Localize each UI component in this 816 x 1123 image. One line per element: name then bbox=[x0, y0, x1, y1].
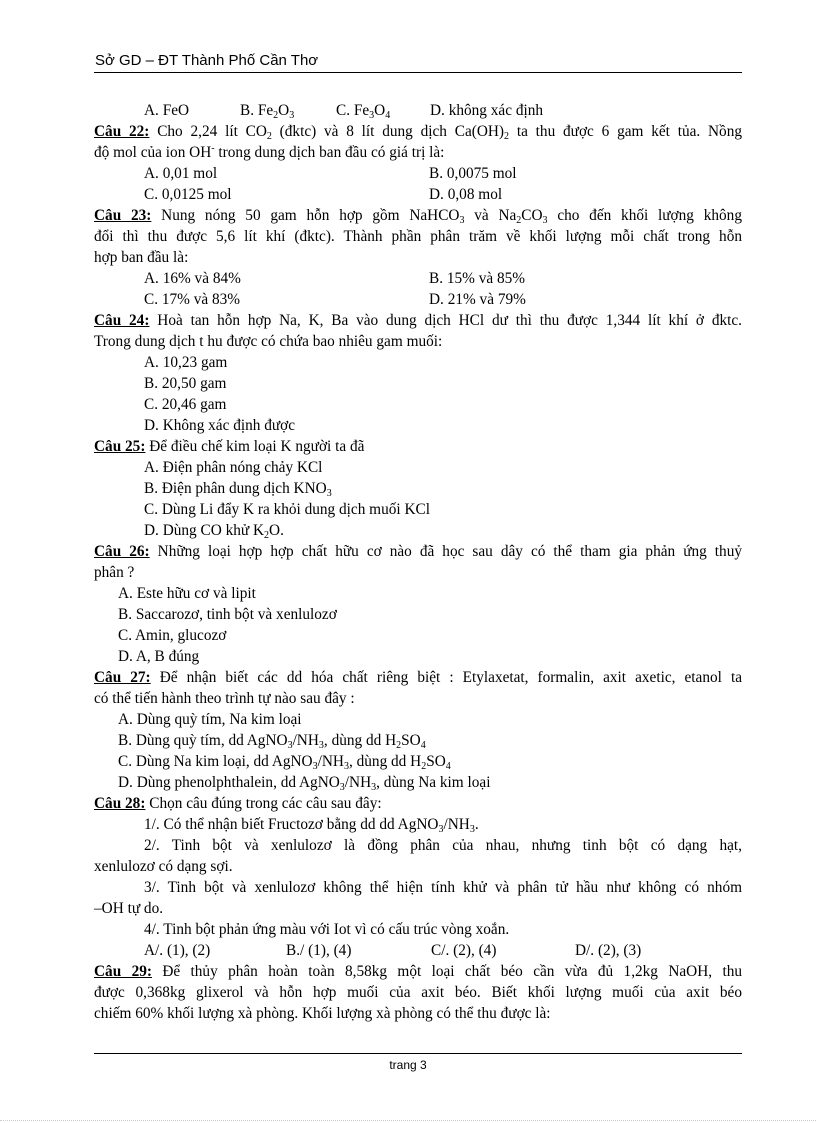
q23-text-line1: Câu 23: Nung nóng 50 gam hỗn hợp gồm NaHCO$_3$ và $Na_2CO_3$ cho đến khối lượng không bbox=[94, 207, 742, 226]
q27-option-d: D. Dùng phenolphthalein, dd $AgNO_3/NH_3$, dùng Na kim loại bbox=[118, 774, 491, 793]
q27-label: Câu 27: bbox=[94, 669, 151, 686]
q23-options-ab bbox=[94, 268, 742, 289]
q22-text-line1: Câu 22: Cho 2,24 lít $CO_2$ (đktc) và 8 lít dung dịch $Ca(OH)_2$ ta thu được 6 gam kết tủa. Nồng bbox=[94, 123, 742, 142]
q22-option-a: A. 0,01 mol bbox=[144, 165, 218, 182]
q22-label: Câu 22: bbox=[94, 123, 150, 140]
q22-option-b: B. 0,0075 mol bbox=[429, 165, 517, 182]
q27-option-c: C. Dùng Na kim loại, dd $AgNO_3/NH_3$, dùng dd $H_2SO_4$ bbox=[118, 753, 451, 772]
q24-option-c: C. 20,46 gam bbox=[144, 396, 227, 413]
q24-option-d: D. Không xác định được bbox=[144, 417, 296, 434]
q25-option-b: B. Điện phân dung dịch $KNO_3$ bbox=[144, 480, 332, 499]
q21-options bbox=[94, 100, 742, 121]
q25-option-a: A. Điện phân nóng chảy KCl bbox=[144, 459, 323, 476]
q28-statement-2a: 2/. Tinh bột và xenlulozơ là đồng phân của nhau, nhưng tinh bột có dạng hạt, bbox=[144, 837, 742, 854]
q26-option-d: D. A, B đúng bbox=[118, 648, 200, 665]
q28-option-b: B./ (1), (4) bbox=[286, 942, 352, 959]
q24-option-a: A. 10,23 gam bbox=[144, 354, 228, 371]
q29-text-line3: chiếm 60% khối lượng xà phòng. Khối lượng xà phòng có thể thu được là: bbox=[94, 1005, 551, 1022]
q26-text-line2: phân ? bbox=[94, 564, 135, 581]
q24-text-line2: Trong dung dịch t hu được có chứa bao nhiêu gam muối: bbox=[94, 333, 443, 350]
q22-options-cd bbox=[94, 184, 742, 205]
q23-option-c: C. 17% và 83% bbox=[144, 291, 241, 308]
q26-option-b: B. Saccarozơ, tinh bột và xenlulozơ bbox=[118, 606, 337, 623]
q27-text-line1: Câu 27: Để nhận biết các dd hóa chất riêng biệt : Etylaxetat, formalin, axit axetic, etanol ta bbox=[94, 669, 742, 686]
q22-text-line2: độ mol của ion OH- trong dung dịch ban đầu có giá trị là: bbox=[94, 142, 445, 161]
q24-text-line1: Câu 24: Hoà tan hỗn hợp Na, K, Ba vào dung dịch HCl dư thì thu được 1,344 lít khí ở đktc. bbox=[94, 312, 742, 329]
q21-option-b: B. $Fe_2O_3$ bbox=[240, 102, 295, 121]
document-body bbox=[94, 100, 742, 1024]
q23-text-line2: đổi thì thu được 5,6 lít khí (đktc). Thành phần phân trăm về khối lượng mỗi chất trong hỗn bbox=[94, 228, 742, 245]
q23-options-cd bbox=[94, 289, 742, 310]
q22-option-d: D. 0,08 mol bbox=[429, 186, 503, 203]
q28-text-line1: Câu 28: Chọn câu đúng trong các câu sau đây: bbox=[94, 795, 382, 812]
q26-text-line1: Câu 26: Những loại hợp hợp chất hữu cơ nào đã học sau dây có thể tham gia phản ứng thuỷ bbox=[94, 543, 742, 560]
q24-option-b: B. 20,50 gam bbox=[144, 375, 227, 392]
q24-label: Câu 24: bbox=[94, 312, 150, 329]
q23-option-a: A. 16% và 84% bbox=[144, 270, 241, 287]
header-title: Sở GD – ĐT Thành Phố Cần Thơ bbox=[95, 52, 319, 69]
q23-option-b: B. 15% và 85% bbox=[429, 270, 526, 287]
page-number: trang 3 bbox=[389, 1058, 427, 1072]
page-bottom-border bbox=[0, 1120, 816, 1121]
q21-option-a: A. FeO bbox=[144, 102, 190, 119]
q28-statement-3a: 3/. Tinh bột và xenlulozơ không thể hiện tính khử và phân tử hầu như không có nhóm bbox=[144, 879, 742, 896]
q28-label: Câu 28: bbox=[94, 795, 146, 812]
q22-option-c: C. 0,0125 mol bbox=[144, 186, 232, 203]
q26-option-a: A. Este hữu cơ và lipit bbox=[118, 585, 256, 602]
q28-statement-2b: xenlulozơ có dạng sợi. bbox=[94, 858, 233, 875]
q28-statement-3b: –OH tự do. bbox=[94, 900, 164, 917]
q26-option-c: C. Amin, glucozơ bbox=[118, 627, 227, 644]
q26-label: Câu 26: bbox=[94, 543, 150, 560]
q28-option-c: C/. (2), (4) bbox=[431, 942, 497, 959]
q27-option-a: A. Dùng quỳ tím, Na kim loại bbox=[118, 711, 302, 728]
q21-option-c: C. $Fe_3O_4$ bbox=[336, 102, 391, 121]
q25-option-c: C. Dùng Li đẩy K ra khỏi dung dịch muối KCl bbox=[144, 501, 430, 518]
page-header bbox=[94, 50, 742, 73]
q28-options bbox=[94, 940, 742, 961]
q28-option-d: D/. (2), (3) bbox=[575, 942, 642, 959]
q27-option-b: B. Dùng quỳ tím, dd $AgNO_3/NH_3$, dùng dd $H_2SO_4$ bbox=[118, 732, 426, 751]
q25-label: Câu 25: bbox=[94, 438, 146, 455]
footer-divider bbox=[94, 1053, 742, 1054]
q29-text-line2: được 0,368kg glixerol và hỗn hợp muối của axit béo. Biết khối lượng muối của axit béo bbox=[94, 984, 742, 1001]
q21-option-d: D. không xác định bbox=[430, 102, 544, 119]
q28-statement-1: 1/. Có thể nhận biết Fructozơ bằng dd dd $AgNO_3/NH_3$. bbox=[144, 816, 479, 835]
q23-text-line3: hợp ban đầu là: bbox=[94, 249, 189, 266]
q23-label: Câu 23: bbox=[94, 207, 152, 224]
q25-option-d: D. Dùng CO khử $K_2O$. bbox=[144, 522, 284, 541]
q28-option-a: A/. (1), (2) bbox=[144, 942, 211, 959]
q29-text-line1: Câu 29: Để thủy phân hoàn toàn 8,58kg một loại chất béo cần vừa đủ 1,2kg NaOH, thu bbox=[94, 963, 742, 980]
q22-options-ab bbox=[94, 163, 742, 184]
q29-label: Câu 29: bbox=[94, 963, 152, 980]
q28-statement-4: 4/. Tinh bột phản ứng màu với Iot vì có cấu trúc vòng xoắn. bbox=[144, 921, 510, 938]
q23-option-d: D. 21% và 79% bbox=[429, 291, 526, 308]
q25-text-line1: Câu 25: Để điều chế kim loại K người ta đã bbox=[94, 438, 365, 455]
q27-text-line2: có thể tiến hành theo trình tự nào sau đây : bbox=[94, 690, 355, 707]
